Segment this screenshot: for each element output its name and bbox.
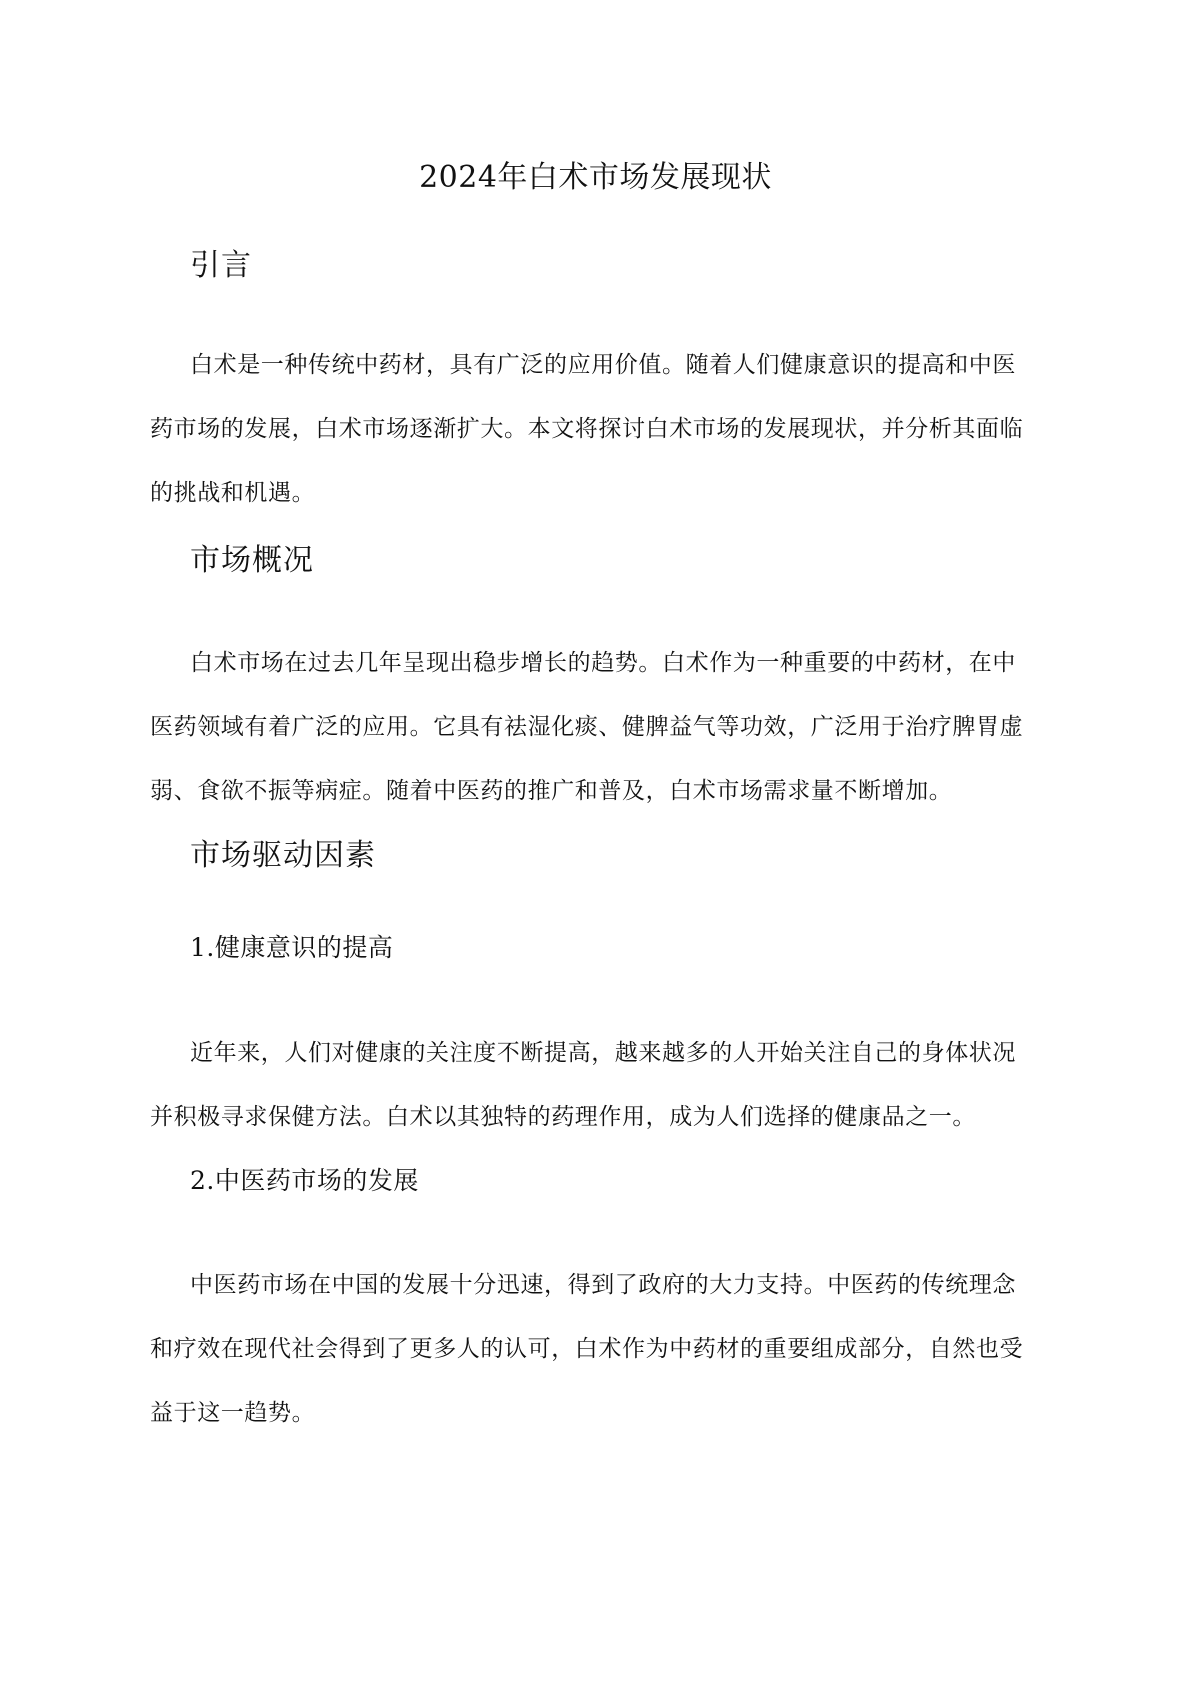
section-heading-introduction: 引言 bbox=[190, 248, 252, 283]
paragraph-market-overview bbox=[150, 631, 1050, 823]
document-title: 2024年白术市场发展现状 bbox=[419, 160, 772, 195]
paragraph-line: 弱、食欲不振等病症。随着中医药的推广和普及，白术市场需求量不断增加。 bbox=[150, 778, 953, 804]
paragraph-line: 医药领域有着广泛的应用。它具有祛湿化痰、健脾益气等功效，广泛用于治疗脾胃虚 bbox=[150, 714, 1024, 740]
subsection-heading-tcm-market: 2.中医药市场的发展 bbox=[190, 1166, 419, 1195]
paragraph-line: 药市场的发展，白术市场逐渐扩大。本文将探讨白术市场的发展现状，并分析其面临 bbox=[150, 416, 1024, 442]
paragraph-line: 中医药市场在中国的发展十分迅速，得到了政府的大力支持。中医药的传统理念 bbox=[190, 1272, 1016, 1298]
paragraph-line: 的挑战和机遇。 bbox=[150, 480, 316, 506]
paragraph-line: 近年来，人们对健康的关注度不断提高，越来越多的人开始关注自己的身体状况 bbox=[190, 1040, 1016, 1066]
paragraph-health-awareness bbox=[150, 1021, 1050, 1149]
paragraph-tcm-market bbox=[150, 1253, 1050, 1445]
section-heading-market-drivers: 市场驱动因素 bbox=[190, 838, 376, 873]
subsection-heading-health-awareness: 1.健康意识的提高 bbox=[190, 933, 394, 962]
paragraph-introduction bbox=[150, 333, 1050, 525]
paragraph-line: 白术是一种传统中药材，具有广泛的应用价值。随着人们健康意识的提高和中医 bbox=[190, 352, 1016, 378]
section-heading-market-overview: 市场概况 bbox=[190, 543, 314, 578]
paragraph-line: 白术市场在过去几年呈现出稳步增长的趋势。白术作为一种重要的中药材，在中 bbox=[190, 650, 1016, 676]
paragraph-line: 和疗效在现代社会得到了更多人的认可，白术作为中药材的重要组成部分，自然也受 bbox=[150, 1336, 1024, 1362]
paragraph-line: 益于这一趋势。 bbox=[150, 1400, 316, 1426]
paragraph-line: 并积极寻求保健方法。白术以其独特的药理作用，成为人们选择的健康品之一。 bbox=[150, 1104, 976, 1130]
